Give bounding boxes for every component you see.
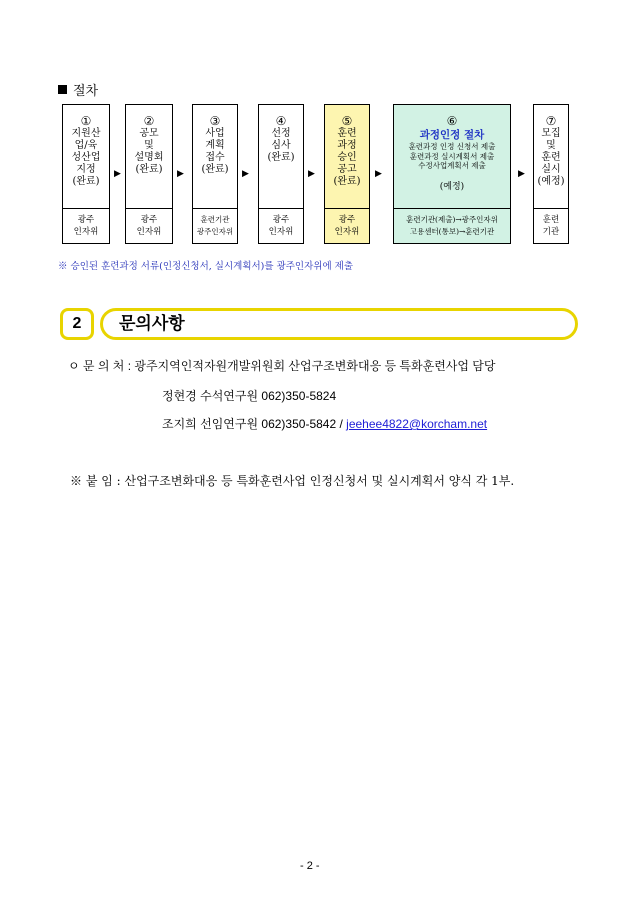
contact-line xyxy=(68,357,496,374)
section-heading xyxy=(58,80,98,99)
step-owner: 광주 xyxy=(77,214,95,225)
step-3 xyxy=(192,104,238,244)
arrow-right-icon: ▶ xyxy=(177,169,184,179)
arrow-right-icon: ▶ xyxy=(308,169,315,179)
arrow-right-icon: ▶ xyxy=(242,169,249,179)
contact-person-1: 정현경 수석연구원 062)350-5824 xyxy=(162,389,337,403)
step-owner: 광주 xyxy=(272,214,290,225)
step-title: 선정 심사 (완료) xyxy=(267,128,295,163)
step-owner: 인자위 xyxy=(73,226,99,237)
step-owner: 훈련기관(제출)→광주인자위 xyxy=(406,214,498,224)
step-owner: 광주인자위 xyxy=(196,226,234,236)
step-status: (예정) xyxy=(439,181,465,192)
step-owner: 광주 xyxy=(140,214,158,225)
step-owner: 기관 xyxy=(542,226,560,237)
contact-organization: 광주지역인적자원개발위원회 산업구조변화대응 등 특화훈련사업 담당 xyxy=(134,359,496,373)
step-title: 모집 및 훈련 실시 (예정) xyxy=(537,128,565,187)
step-number: ④ xyxy=(275,114,287,128)
step-title: 공모 및 설명회 (완료) xyxy=(134,128,164,175)
step-title: 사업 계획 접수 (완료) xyxy=(201,128,229,175)
step-number: ⑤ xyxy=(341,114,353,128)
arrow-right-icon: ▶ xyxy=(114,169,121,179)
section-title: 절차 xyxy=(73,84,99,99)
step-owner: 인자위 xyxy=(136,226,162,237)
contact-person-2 xyxy=(162,415,487,432)
step-owner: 고용센터(통보)→훈련기관 xyxy=(409,226,495,236)
step-2 xyxy=(125,104,173,244)
step-title: 과정인정 절차 xyxy=(419,129,485,141)
section-title: 문의사항 xyxy=(100,308,578,340)
section-number-badge: 2 xyxy=(60,308,94,340)
inquiry-section-header xyxy=(60,308,578,340)
step-5 xyxy=(324,104,370,244)
step-owner: 훈련기관 xyxy=(200,214,230,224)
submission-note: ※ 승인된 훈련과정 서류(인정신청서, 실시계획서)를 광주인자위에 제출 xyxy=(58,261,354,272)
email-link[interactable]: jeehee4822@korcham.net xyxy=(346,417,488,431)
attachment-note: ※ 붙 임 : 산업구조변화대응 등 특화훈련사업 인정신청서 및 실시계획서 양식 각 1부. xyxy=(70,474,515,488)
square-bullet-icon xyxy=(58,85,67,94)
step-detail: 훈련과정 인정 신청서 제출 xyxy=(408,142,496,151)
step-number: ③ xyxy=(209,114,221,128)
step-7 xyxy=(533,104,569,244)
contact-person-text: 조지희 선임연구원 062)350-5842 / xyxy=(162,417,343,431)
arrow-right-icon: ▶ xyxy=(375,169,382,179)
step-title: 지원산 업/육 성산업 지정 (완료) xyxy=(71,128,101,187)
step-owner: 훈련 xyxy=(542,214,560,225)
contact-label: ㅇ 문 의 처 : xyxy=(68,359,132,373)
step-title: 훈련 과정 승인 공고 (완료) xyxy=(333,128,361,187)
step-owner: 인자위 xyxy=(268,226,294,237)
page-number: - 2 - xyxy=(300,860,320,872)
step-number: ① xyxy=(80,114,92,128)
arrow-right-icon: ▶ xyxy=(518,169,525,179)
step-detail: 수정사업계획서 제출 xyxy=(418,161,486,170)
step-owner: 광주 xyxy=(338,214,356,225)
step-6 xyxy=(393,104,511,244)
step-detail: 훈련과정 실시계획서 제출 xyxy=(409,151,495,161)
step-number: ⑥ xyxy=(446,114,458,128)
step-1 xyxy=(62,104,110,244)
step-4 xyxy=(258,104,304,244)
step-owner: 인자위 xyxy=(334,226,360,237)
step-number: ② xyxy=(143,114,155,128)
step-number: ⑦ xyxy=(545,114,557,128)
